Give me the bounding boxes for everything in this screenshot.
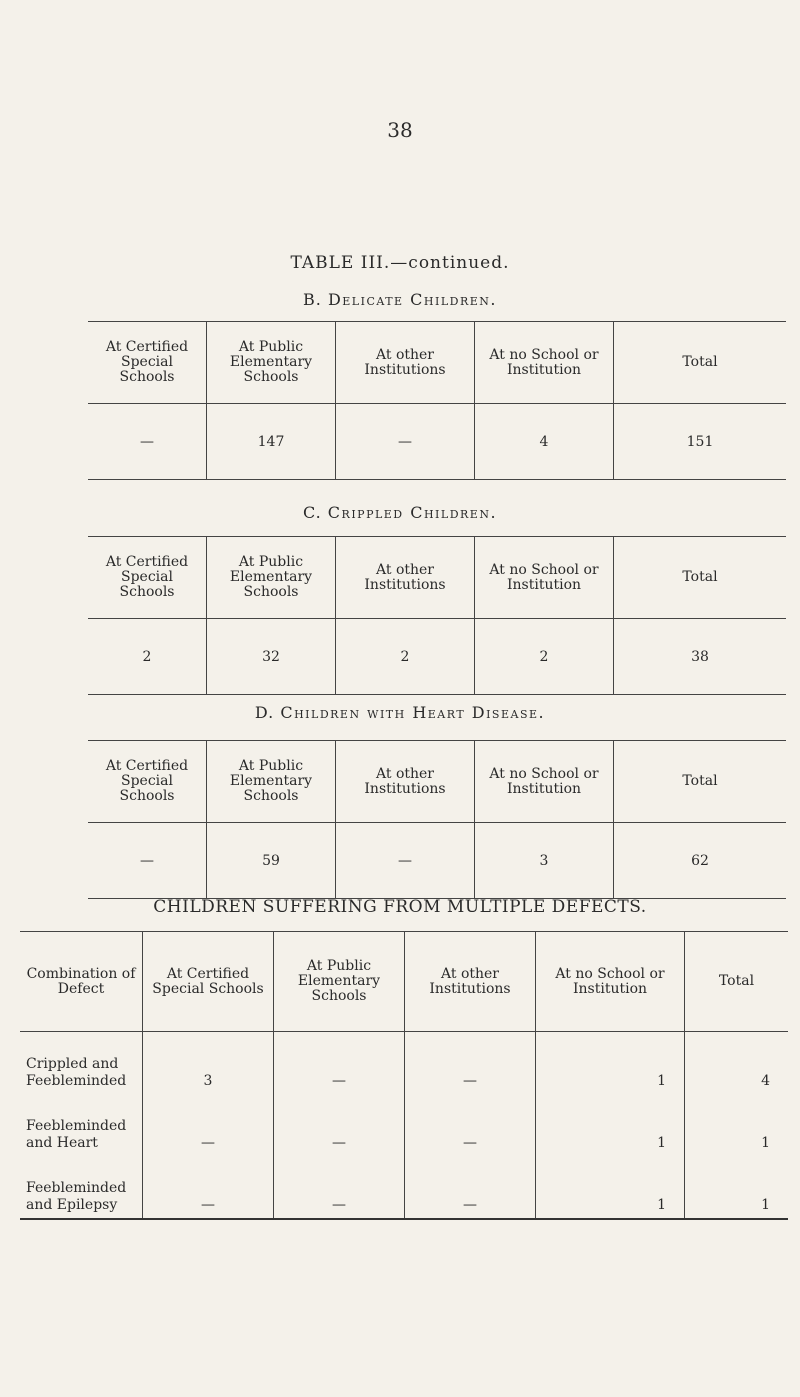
section-d-heading <box>0 703 800 722</box>
cell-value: — <box>405 1032 536 1095</box>
cell-value: 62 <box>614 823 787 899</box>
cell-value: 4 <box>475 404 614 480</box>
col-public-elementary: At Public Elementary Schools <box>207 322 336 404</box>
col-public-elementary: At Public Elementary Schools <box>207 741 336 823</box>
cell-value: 2 <box>475 619 614 695</box>
cell-value: — <box>405 1094 536 1156</box>
table-delicate-children <box>88 321 786 480</box>
row-label: Feebleminded and Heart <box>26 1118 127 1151</box>
cell-value: — <box>336 404 475 480</box>
cell-value: 3 <box>475 823 614 899</box>
col-total: Total <box>685 932 789 1032</box>
cell-value: — <box>405 1156 536 1219</box>
cell-value: — <box>274 1094 405 1156</box>
cell-value: 38 <box>614 619 787 695</box>
cell-value: 1 <box>536 1156 685 1219</box>
cell-value: 3 <box>143 1032 274 1095</box>
col-no-school: At no School or Institution <box>475 741 614 823</box>
cell-value: 1 <box>685 1094 789 1156</box>
section-c-title: Crippled Children. <box>327 503 498 522</box>
col-other-institutions: At other Institutions <box>336 741 475 823</box>
table-row <box>88 823 786 899</box>
cell-value: — <box>140 852 154 869</box>
row-label: Feebleminded and Epilepsy <box>26 1180 127 1213</box>
col-no-school: At no School or Institution <box>475 322 614 404</box>
col-public-elementary: At Public Elementary Schools <box>207 537 336 619</box>
cell-value: — <box>336 823 475 899</box>
cell-value: 59 <box>207 823 336 899</box>
page-number: 38 <box>387 118 413 142</box>
section-b-heading <box>0 290 800 309</box>
cell-value: 147 <box>207 404 336 480</box>
cell-value: 1 <box>536 1094 685 1156</box>
cell-value: 151 <box>614 404 787 480</box>
section-b-letter: B. <box>303 290 322 309</box>
table-row <box>20 1032 788 1095</box>
table-row <box>88 404 786 480</box>
table-multiple-defects <box>20 931 788 1220</box>
col-certified-special: At Certified Special Schools <box>88 741 207 823</box>
col-certified-special: At Certified Special Schools <box>88 537 207 619</box>
col-certified-special: At Certified Special Schools <box>143 932 274 1032</box>
cell-value: 4 <box>685 1032 789 1095</box>
section-b-title: Delicate Children. <box>327 290 497 309</box>
col-combination: Combination of Defect <box>20 932 143 1032</box>
section-c-letter: C. <box>302 503 322 522</box>
col-total: Total <box>614 537 787 619</box>
cell-value: — <box>274 1032 405 1095</box>
section-c-heading <box>0 503 800 522</box>
table-row <box>20 1094 788 1156</box>
col-other-institutions: At other Institutions <box>336 322 475 404</box>
table-title: TABLE III.—continued. <box>290 253 510 273</box>
section-d-title: Children with Heart Disease. <box>280 703 546 722</box>
cell-value: — <box>143 1094 274 1156</box>
col-no-school: At no School or Institution <box>536 932 685 1032</box>
cell-value: — <box>140 433 154 450</box>
cell-value: 2 <box>336 619 475 695</box>
cell-value: 2 <box>142 648 152 665</box>
cell-value: — <box>143 1156 274 1219</box>
cell-value: — <box>274 1156 405 1219</box>
col-public-elementary: At Public Elementary Schools <box>274 932 405 1032</box>
row-label: Crippled and Feebleminded <box>26 1056 127 1089</box>
table-crippled-children <box>88 536 786 695</box>
col-other-institutions: At other Institutions <box>405 932 536 1032</box>
col-total: Total <box>614 322 787 404</box>
table-row <box>88 619 786 695</box>
col-total: Total <box>614 741 787 823</box>
col-other-institutions: At other Institutions <box>336 537 475 619</box>
col-no-school: At no School or Institution <box>475 537 614 619</box>
section-d-letter: D. <box>254 703 275 722</box>
multiple-defects-title: CHILDREN SUFFERING FROM MULTIPLE DEFECTS. <box>153 897 647 917</box>
cell-value: 1 <box>685 1156 789 1219</box>
table-heart-disease <box>88 740 786 899</box>
cell-value: 32 <box>207 619 336 695</box>
table-row <box>20 1156 788 1219</box>
col-certified-special: At Certified Special Schools <box>88 322 207 404</box>
cell-value: 1 <box>536 1032 685 1095</box>
